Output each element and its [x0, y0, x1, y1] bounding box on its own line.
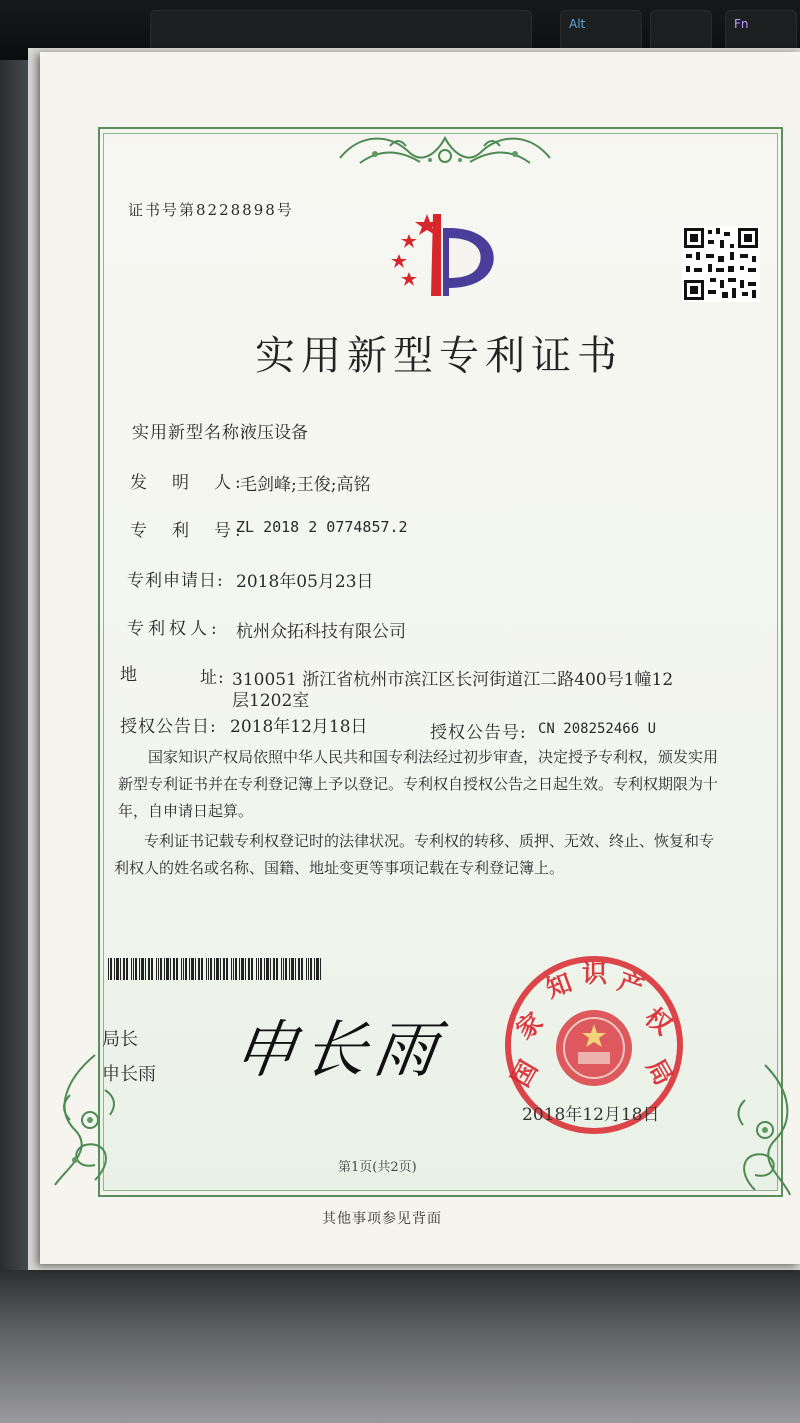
utility-model-name-label: 实用新型名称: [132, 423, 247, 443]
barcode-bar [306, 958, 307, 980]
qr-code-icon [682, 226, 760, 302]
grant-date-value: 2018年12月18日 [230, 717, 368, 737]
barcode-bar [310, 958, 312, 980]
barcode-bar [135, 958, 137, 980]
barcode-bar [116, 958, 119, 980]
address-label-first: 地 [120, 665, 138, 685]
barcode-bar [139, 958, 140, 980]
barcode-bar [220, 958, 221, 980]
seal-char-7: 局 [640, 1053, 679, 1091]
key-alt-label: Alt [569, 17, 586, 31]
patent-office-logo-icon [385, 208, 505, 300]
filing-date-value: 2018年05月23日 [236, 572, 374, 592]
patent-holder-value: 杭州众拓科技有限公司 [236, 622, 406, 642]
patent-number-label: 专 利 号: [130, 521, 245, 541]
barcode-bar [291, 958, 294, 980]
barcode-bar [195, 958, 196, 980]
address-label-second: 址: [200, 668, 225, 688]
barcode-bar [233, 958, 234, 980]
grant-date-label: 授权公告日: [120, 717, 217, 737]
barcode-bar [226, 958, 228, 980]
seal-char-1: 国 [505, 1055, 544, 1092]
barcode-bar [270, 958, 271, 980]
barcode-bar [166, 958, 169, 980]
barcode-bar [214, 958, 215, 980]
barcode-bar [126, 958, 128, 980]
barcode-bar [170, 958, 171, 980]
seal-date: 2018年12月18日 [522, 1105, 660, 1125]
barcode-bar [164, 958, 165, 980]
barcode-bar [206, 958, 207, 980]
barcode-bar [210, 958, 212, 980]
barcode-bar [148, 958, 150, 980]
barcode-bar [189, 958, 190, 980]
barcode-bar [114, 958, 115, 980]
barcode-bar [273, 958, 275, 980]
key-fn-label: Fn [734, 17, 749, 31]
barcode-bar [235, 958, 237, 980]
barcode-bar [133, 958, 134, 980]
seal-char-4: 识 [582, 959, 608, 988]
seal-char-2: 家 [510, 1006, 549, 1045]
barcode-bar [185, 958, 187, 980]
barcode-bar [248, 958, 250, 980]
barcode-bar [266, 958, 269, 980]
paragraph-legal-status: 专利证书记载专利权登记时的法律状况。专利权的转移、质押、无效、终止、恢复和专 利权人的姓名或名称、国籍、地址变更等事项记载在专利登记簿上。 [114, 832, 715, 877]
address-value-line2: 层1202室 [232, 691, 310, 711]
corner-ornament-right-icon [725, 1060, 800, 1200]
address-value-line1: 310051 浙江省杭州市滨江区长河街道江二路400号1幢12 [232, 670, 674, 690]
certificate-number: 证书号第8228898号 [128, 201, 294, 219]
seal-char-5: 产 [614, 966, 648, 1003]
barcode-bar [156, 958, 157, 980]
grant-number-label: 授权公告号: [430, 723, 527, 743]
barcode-bar [285, 958, 287, 980]
seal-char-6: 权 [639, 1002, 678, 1041]
barcode-bar [298, 958, 300, 980]
barcode-bar [281, 958, 282, 980]
barcode-bar [308, 958, 309, 980]
inventor-label: 发 明 人: [130, 473, 245, 493]
background-cloth [0, 1270, 800, 1423]
barcode-bar [131, 958, 132, 980]
barcode-bar [120, 958, 121, 980]
barcode-bar [256, 958, 257, 980]
seal-char-3: 知 [542, 967, 576, 1004]
inventor-value: 毛剑峰;王俊;高铭 [240, 475, 371, 495]
barcode-bar [110, 958, 112, 980]
barcode-bar [183, 958, 184, 980]
director-signature: 申长雨 [229, 1013, 450, 1086]
barcode-bar [151, 958, 153, 980]
certificate-title: 实用新型专利证书 [255, 333, 623, 379]
barcode-bar [145, 958, 146, 980]
barcode-icon [108, 958, 326, 980]
barcode-bar [245, 958, 246, 980]
director-name: 申长雨 [102, 1064, 156, 1085]
barcode-bar [283, 958, 284, 980]
patent-holder-label: 专利权人: [127, 619, 221, 639]
barcode-bar [301, 958, 303, 980]
barcode-bar [314, 958, 315, 980]
barcode-bar [223, 958, 225, 980]
director-title: 局长 [102, 1029, 138, 1050]
barcode-bar [181, 958, 182, 980]
barcode-bar [191, 958, 194, 980]
barcode-bar [173, 958, 175, 980]
barcode-bar [160, 958, 162, 980]
barcode-bar [264, 958, 265, 980]
barcode-bar [108, 958, 109, 980]
barcode-bar [320, 958, 321, 980]
barcode-bar [289, 958, 290, 980]
barcode-bar [231, 958, 232, 980]
barcode-bar [141, 958, 144, 980]
paragraph-grant-statement: 国家知识产权局依照中华人民共和国专利法经过初步审查，决定授予专利权，颁发实用 新型专利证书并在专利登记簿上予以登记。专利权自授权公告之日起生效。专利权期限为十 年，自申请日起算。 [118, 748, 719, 820]
barcode-bar [295, 958, 296, 980]
barcode-bar [276, 958, 278, 980]
barcode-bar [123, 958, 125, 980]
barcode-bar [158, 958, 159, 980]
barcode-bar [208, 958, 209, 980]
barcode-bar [316, 958, 319, 980]
utility-model-name-value: 液压设备 [240, 423, 308, 443]
barcode-bar [258, 958, 259, 980]
page-indicator: 第1页(共2页) [338, 1160, 417, 1175]
barcode-bar [260, 958, 262, 980]
top-ornament-icon [330, 128, 560, 174]
barcode-bar [198, 958, 200, 980]
filing-date-label: 专利申请日: [127, 571, 224, 591]
barcode-bar [216, 958, 219, 980]
barcode-bar [176, 958, 178, 980]
barcode-bar [251, 958, 253, 980]
barcode-bar [241, 958, 244, 980]
barcode-bar [239, 958, 240, 980]
back-side-note: 其他事项参见背面 [322, 1211, 442, 1227]
grant-number-value: CN 208252466 U [538, 721, 657, 737]
barcode-bar [201, 958, 203, 980]
patent-number-value: ZL 2018 2 0774857.2 [236, 518, 408, 536]
